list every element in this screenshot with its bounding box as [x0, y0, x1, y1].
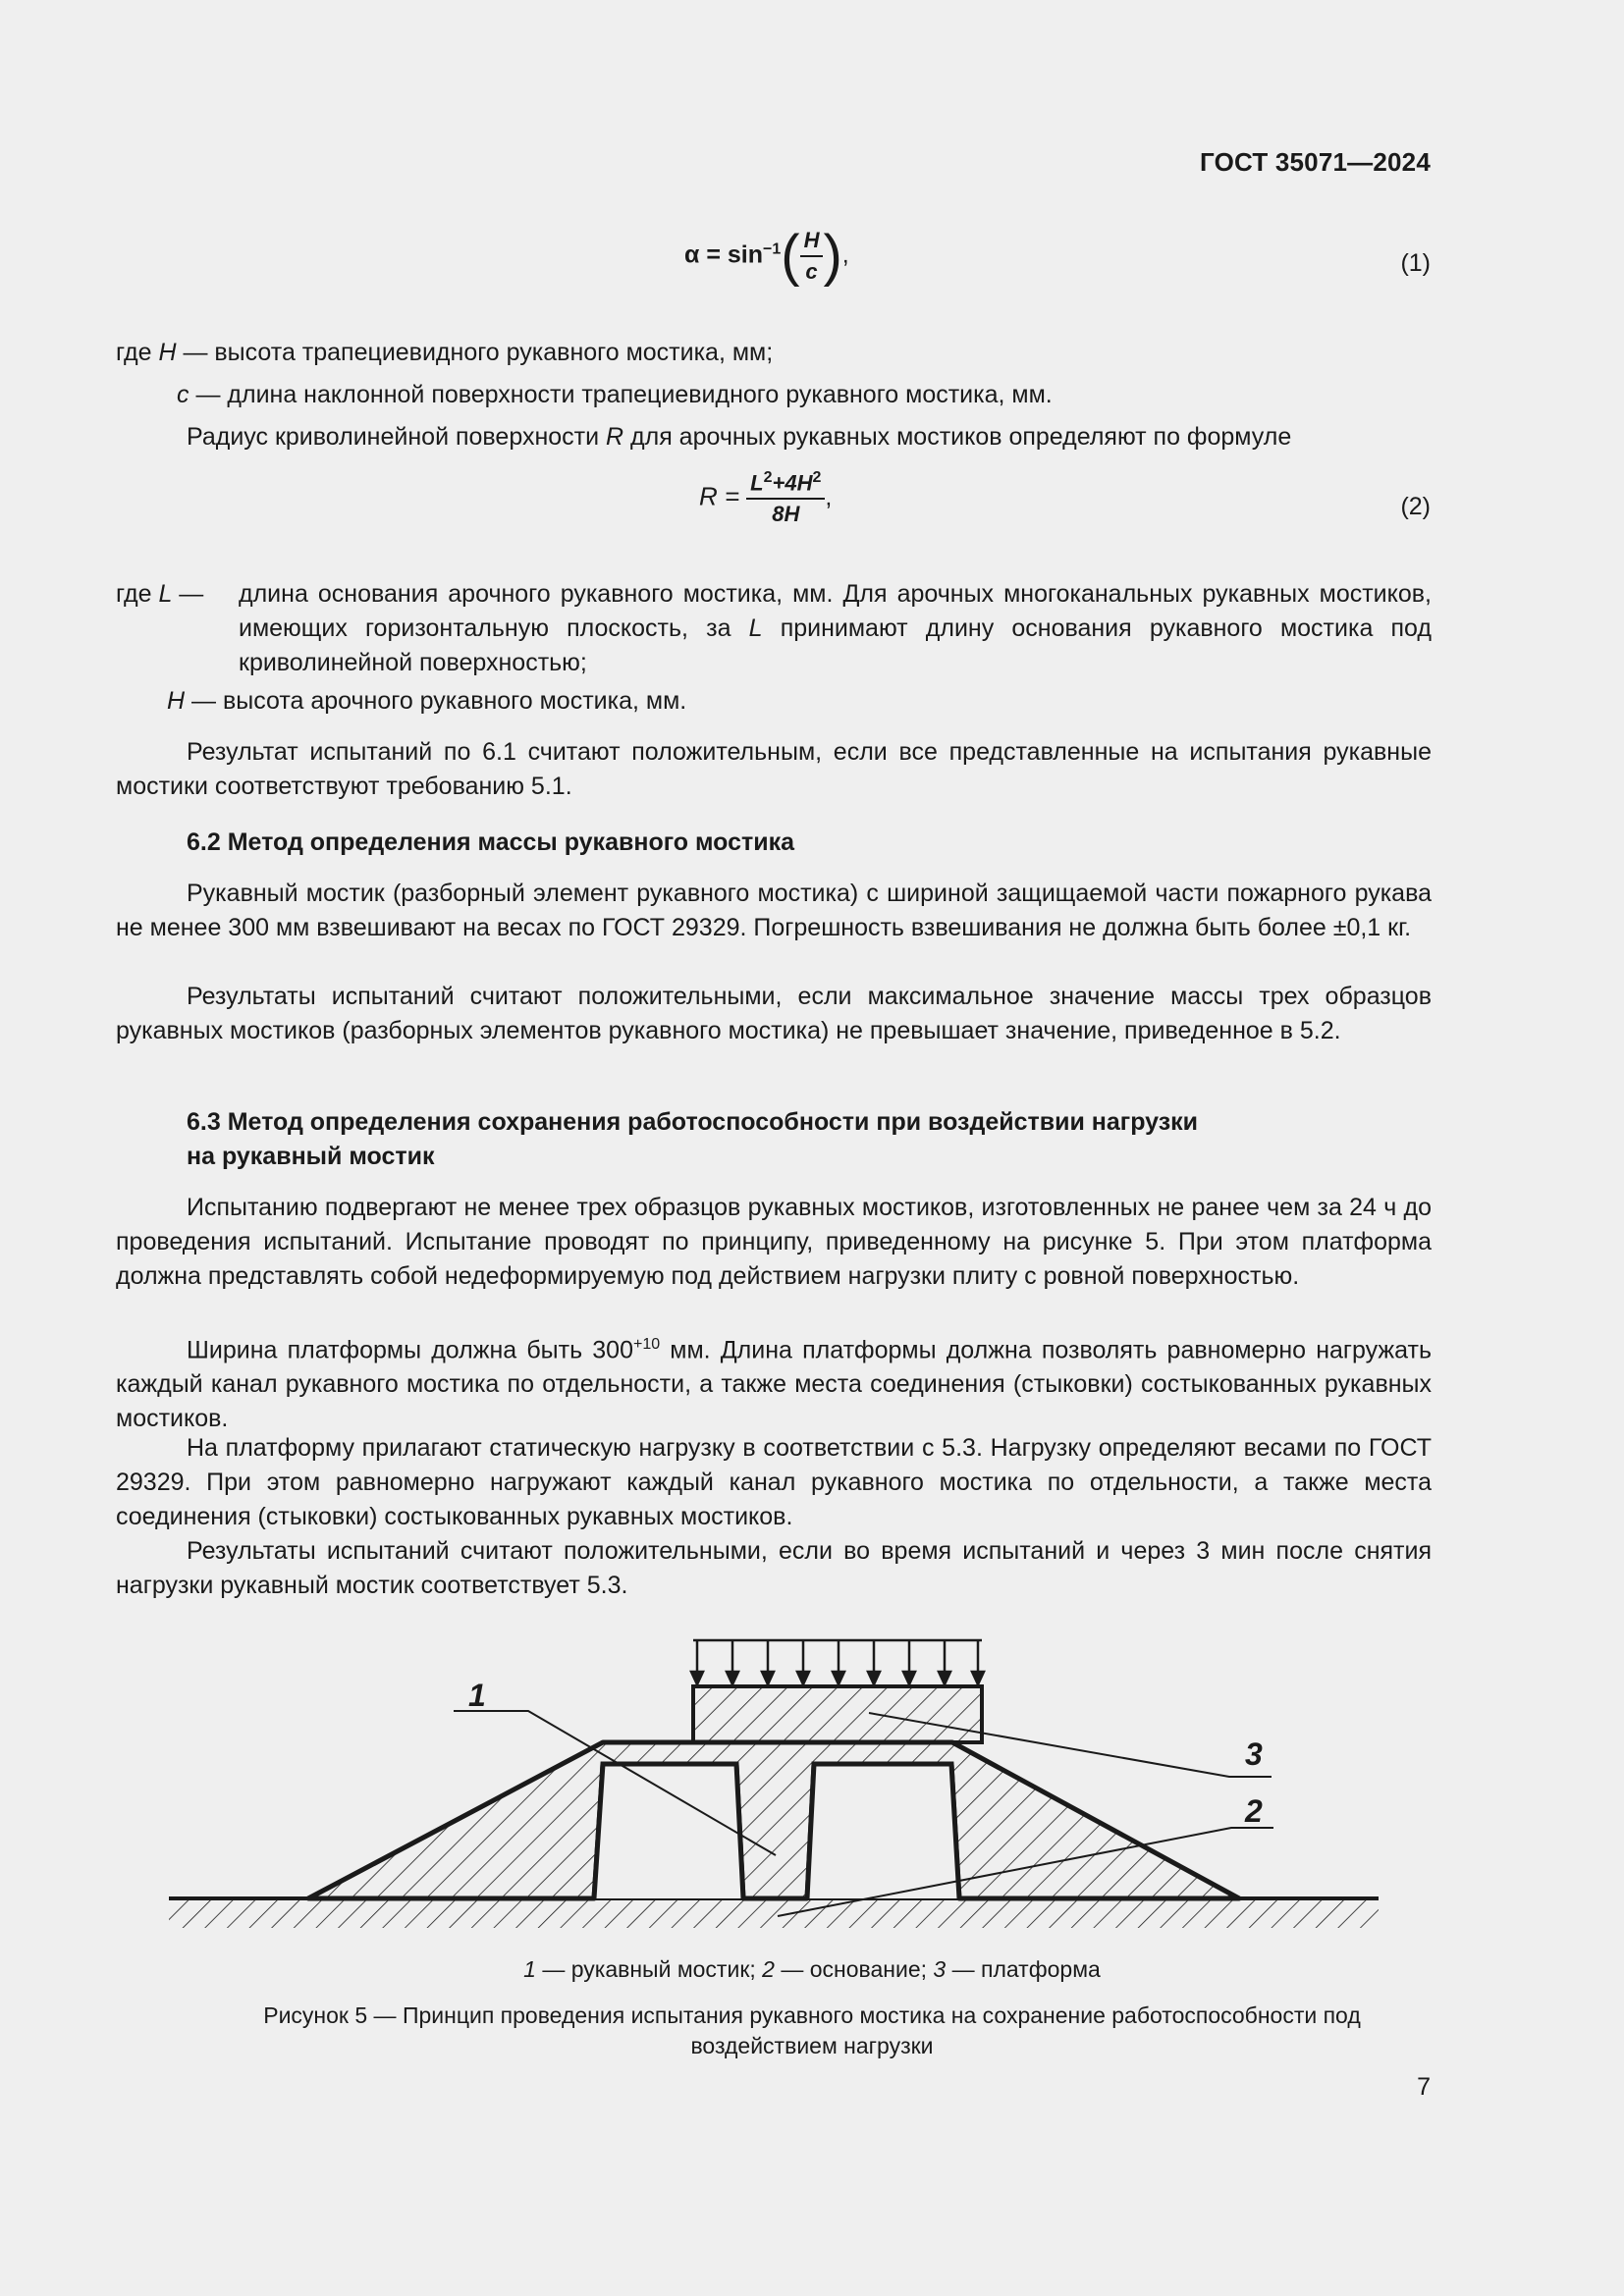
figure-legend: [0, 1954, 1624, 1985]
figure-caption-line1: Рисунок 5 — Принцип проведения испытания рукавного мостика на сохранение работоспособности под: [263, 2002, 1361, 2028]
platform: [693, 1686, 982, 1742]
section-6-2-p1: Рукавный мостик (разборный элемент рукавного мостика) с шириной защищаемой части пожарного рукава не менее 300 мм взвешивают на весах по ГОСТ 29329. Погрешность взвешивания не должна быть более ±0,1 кг.: [116, 880, 1432, 941]
formula-2-sup-a: 2: [763, 469, 773, 486]
legend-num-1: 1: [523, 1956, 536, 1982]
base-ground: [169, 1898, 1379, 1928]
section-6-3-p4: Результаты испытаний считают положительными, если во время испытаний и через 3 мин после снятия нагрузки рукавный мостик соответствует 5.3.: [116, 1537, 1432, 1599]
equation-number-2: (2): [1400, 493, 1431, 520]
section-6-3-p2-post: мм. Длина платформы должна позволять равномерно нагружать каждый канал рукавного мостика по отдельности, а также места соединения (стыковки) состыкованных рукавных мостиков.: [116, 1336, 1432, 1433]
section-6-3-p3: На платформу прилагают статическую нагрузку в соответствии с 5.3. Нагрузку определяют весами по ГОСТ 29329. При этом равномерно нагружают каждый канал рукавного мостика по отдельности, а также места соединения (стыковки) состыкованных рукавных мостиков.: [116, 1434, 1432, 1530]
def-l-dash: —: [172, 580, 204, 608]
section-6-2-heading: 6.2 Метод определения массы рукавного мостика: [187, 828, 795, 856]
figure-label-2: 2: [1245, 1793, 1263, 1829]
equation-number-1: (1): [1400, 249, 1431, 277]
figure-caption-line2: воздействием нагрузки: [690, 2033, 934, 2058]
formula-1-den: c: [805, 259, 818, 284]
radius-intro-post: для арочных рукавных мостиков определяют по формуле: [623, 423, 1292, 451]
def-h-var: H: [158, 339, 177, 366]
figure-label-1: 1: [468, 1678, 486, 1713]
paragraph-result-6-1: Результат испытаний по 6.1 считают положительным, если все представленные на испытания рукавные мостики соответствуют требованию 5.1.: [116, 738, 1432, 800]
hose-bridge-body: [308, 1742, 1239, 1898]
formula-1-num: H: [803, 228, 820, 252]
formula-2-tail: ,: [825, 483, 833, 511]
def-h2-var: H: [167, 687, 186, 715]
load-arrows: [691, 1640, 984, 1684]
formula-1-lhs: α = sin: [684, 240, 763, 269]
document-page: ГОСТ 35071—2024 $\alpha = \sin^{-1}$( $\frac{H}{c}$ ), (1) где H — высота трапециевидного рукавного мостика, мм; c — длина наклонной поверхности трапециевидного рукавного мостика, мм. Радиус криволинейной поверхности R для арочных рукавных мостиков определяют по формуле R = $\frac{L^2+4H^2}{8H}$ , (2) где L — длина основания арочного рукавного мостика, мм. Для арочных многоканальных рукавных мостиков, имеющих горизонтальную плоскость, за L принимают длину основания рукавного мостика под криволинейной поверхностью; H — высота арочного рукавного мостика, мм. Результат испытаний по 6.1 считают положительным, если все представленные на испытания рукавные мостики соответствуют требованию 5.1. 6.2 Метод определения массы рукавного мостика Рукавный мостик (разборный элемент рукавного мостика) с шириной защищаемой части пожарного рукава не менее 300 мм взвешивают на весах по ГОСТ 29329. Погрешность взвешивания не должна быть более ±0,1 кг. Результаты испытаний считают положительными, если максимальное значение массы трех образцов рукавных мостиков (разборных элементов рукавного мостика) не превышает значение, приведенное в 5.2. 6.3 Метод определения сохранения работоспособности при воздействии нагрузки на рукавный мостик Испытанию подвергают не менее трех образцов рукавных мостиков, изготовленных не ранее чем за 24 ч до проведения испытаний. Испытание проводят по принципу, приведенному на рисунке 5. При этом платформа должна представлять собой недеформируемую под действием нагрузки плиту с ровной поверхностью. Ширина платформы должна быть $300^{+10}$ мм. Длина платформы должна позволять равномерно нагружать каждый канал рукавного мостика по отдельности, а также места соединения (стыковки) состыкованных рукавных мостиков. На платформу прилагают статическую нагрузку в соответствии с 5.3. Нагрузку определяют весами по ГОСТ 29329. При этом равномерно нагружают каждый канал рукавного мостика по отдельности, а также места соединения (стыковки) состыкованных рукавных мостиков. Результаты испытаний считают положительными, если во время испытаний и через 3 мин после снятия нагрузки рукавный мостик соответствует 5.3. 1 3 2 1 — рукавный мостик; 2 — основание; 3 — платформа Рисунок 5 — Принцип проведения испытания рукавного мостика на сохранение работоспособности под воздействием нагрузки 7: [0, 0, 1624, 2296]
section-6-3-p1: Испытанию подвергают не менее трех образцов рукавных мостиков, изготовленных не ранее чем за 24 ч до проведения испытаний. Испытание проводят по принципу, приведенному на рисунке 5. При этом платформа должна представлять собой недеформируемую под действием нагрузки плиту с ровной поверхностью.: [116, 1194, 1432, 1290]
legend-text-3: — платформа: [946, 1956, 1101, 1982]
formula-2-num-b: +4H: [772, 470, 813, 496]
formula-2-sup-b: 2: [812, 469, 822, 486]
def-c-var: c: [177, 381, 189, 408]
document-header: ГОСТ 35071—2024: [1200, 147, 1431, 177]
section-6-3-p2-pre: Ширина платформы должна быть 300: [187, 1336, 633, 1364]
def-h-prefix: где: [116, 339, 159, 366]
formula-1-tail: ,: [841, 240, 849, 269]
formula-2-den: 8H: [772, 502, 800, 527]
legend-text-1: — рукавный мостик;: [535, 1956, 763, 1982]
radius-intro-pre: Радиус криволинейной поверхности: [187, 423, 607, 451]
figure-label-3: 3: [1245, 1736, 1263, 1772]
def-l-prefix: где: [116, 580, 159, 608]
formula-2-num-a: L: [750, 470, 764, 496]
page-number: 7: [1417, 2073, 1431, 2101]
def-l-text-var: L: [748, 614, 763, 642]
section-6-3-heading-line1: 6.3 Метод определения сохранения работоспособности при воздействии нагрузки: [187, 1108, 1199, 1136]
section-6-3-heading-line2: на рукавный мостик: [187, 1143, 435, 1170]
def-l-var: L: [158, 580, 173, 608]
legend-num-2: 2: [762, 1956, 775, 1982]
def-l-text-b: принимают длину основания рукавного мостика под криволинейной поверхностью;: [239, 614, 1432, 676]
tolerance-superscript: +10: [632, 1336, 661, 1353]
formula-1-exp: −1: [762, 240, 782, 258]
legend-num-3: 3: [933, 1956, 947, 1982]
def-c-text: — длина наклонной поверхности трапециевидного рукавного мостика, мм.: [189, 381, 1053, 408]
def-h2-text: — высота арочного рукавного мостика, мм.: [185, 687, 687, 715]
def-h-text: — высота трапециевидного рукавного мостика, мм;: [176, 339, 774, 366]
radius-intro-var: R: [606, 423, 624, 451]
section-6-2-p2: Результаты испытаний считают положительными, если максимальное значение массы трех образцов рукавных мостиков (разборных элементов рукавного мостика) не превышает значение, приведенное в 5.2.: [116, 983, 1432, 1044]
figure-caption: [0, 2001, 1624, 2061]
legend-text-2: — основание;: [774, 1956, 934, 1982]
def-l-text-a: длина основания арочного рукавного мостика, мм. Для арочных многоканальных рукавных мостиков, имеющих горизонтальную плоскость, за: [239, 580, 1432, 642]
formula-2-lhs: R =: [699, 481, 740, 511]
